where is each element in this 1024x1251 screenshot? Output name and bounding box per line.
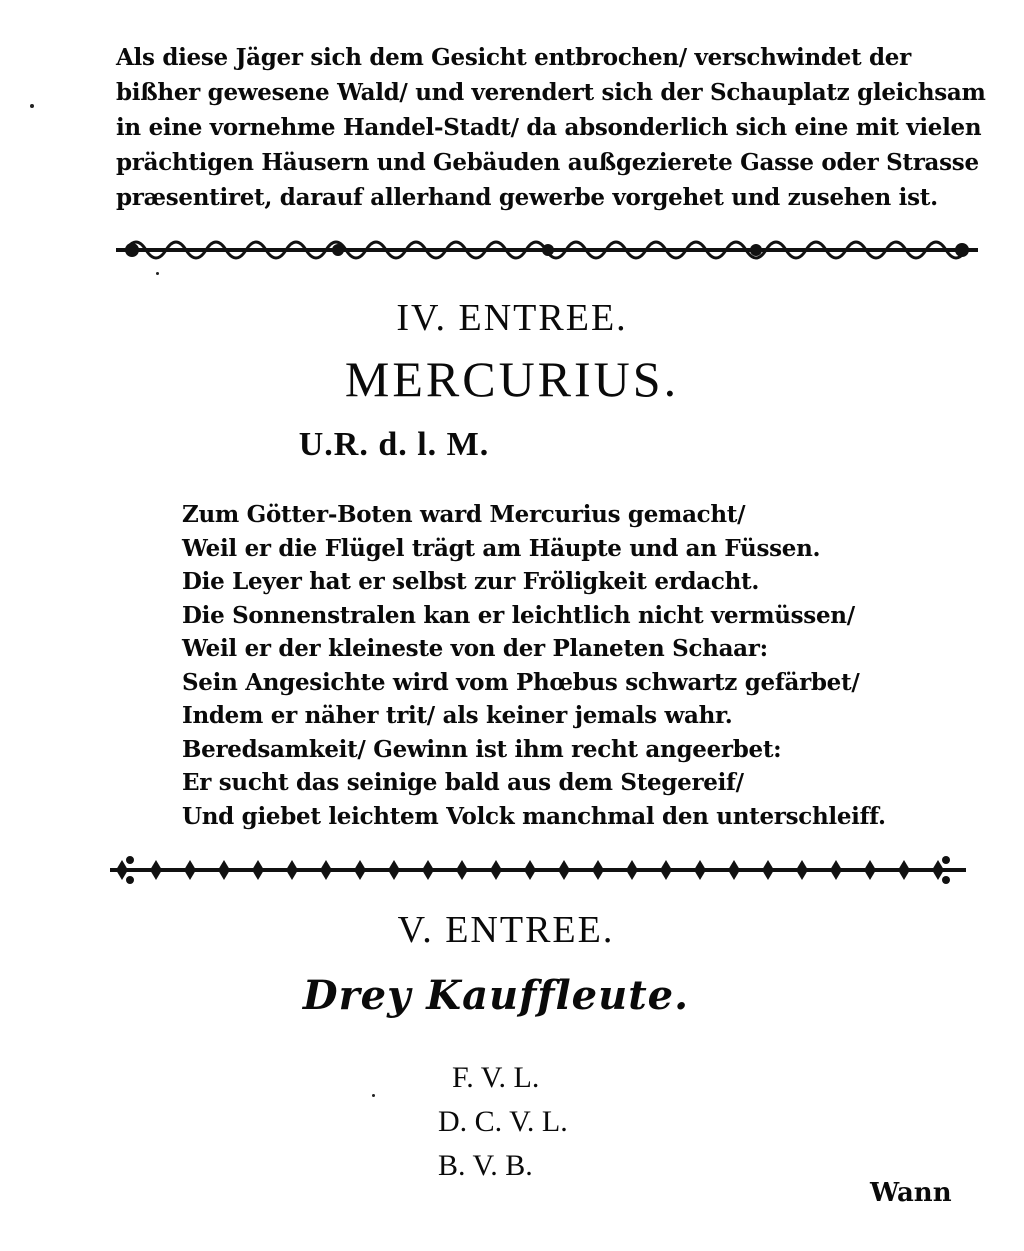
ornament-band-top [116, 232, 978, 268]
poem-line: Und giebet leichtem Volck manchmal den unterschleiff. [182, 802, 886, 830]
poem-line: Weil er die Flügel trägt am Häupte und an Füssen. [182, 534, 821, 562]
print-speck [30, 104, 34, 108]
poem-line: Er sucht das seinige bald aus dem Stegereif/ [182, 769, 744, 796]
cast-line: B. V. B. [438, 1149, 533, 1182]
poem [182, 498, 902, 833]
entree-4-initials: U.R. d. l. M. [298, 426, 490, 463]
entree-4-heading: IV. ENTREE. [396, 297, 628, 339]
print-speck [372, 1094, 375, 1097]
entree-4-title: MERCURIUS. [344, 351, 680, 407]
entree-5-title: Drey Kauffleute. [302, 972, 690, 1019]
intro-line: Als diese Jäger sich dem Gesicht entbrochen/ verschwindet der [116, 44, 911, 71]
poem-line: Weil er der kleineste von der Planeten Schaar: [182, 635, 768, 662]
catchword: Wann [870, 1178, 952, 1208]
intro-line: præsentiret, darauf allerhand gewerbe vorgehet und zusehen ist. [116, 184, 938, 211]
intro-line: bißher gewesene Wald/ und verendert sich der Schauplatz gleichsam [116, 79, 986, 106]
poem-line: Die Leyer hat er selbst zur Fröligkeit erdacht. [182, 568, 760, 595]
intro-line: prächtigen Häusern und Gebäuden außgezierete Gasse oder Strasse [116, 149, 979, 176]
poem-line: Sein Angesichte wird vom Phœbus schwartz gefärbet/ [182, 668, 860, 696]
cast-list [438, 1056, 712, 1188]
poem-line: Die Sonnenstralen kan er leichtlich nicht vermüssen/ [182, 601, 855, 629]
poem-line: Indem er näher trit/ als keiner jemals wahr. [182, 702, 733, 729]
poem-line: Beredsamkeit/ Gewinn ist ihm recht angeerbet: [182, 735, 782, 763]
intro-line: in eine vornehme Handel-Stadt/ da absonderlich sich eine mit vielen [116, 114, 982, 141]
intro-paragraph [116, 40, 986, 215]
entree-5-heading: V. ENTREE. [397, 909, 615, 951]
cast-line: D. C. V. L. [438, 1105, 568, 1138]
cast-line: F. V. L. [452, 1061, 540, 1094]
print-speck [156, 272, 159, 275]
poem-line: Zum Götter-Boten ward Mercurius gemacht/ [182, 501, 746, 528]
ornament-band-bottom [110, 852, 966, 888]
